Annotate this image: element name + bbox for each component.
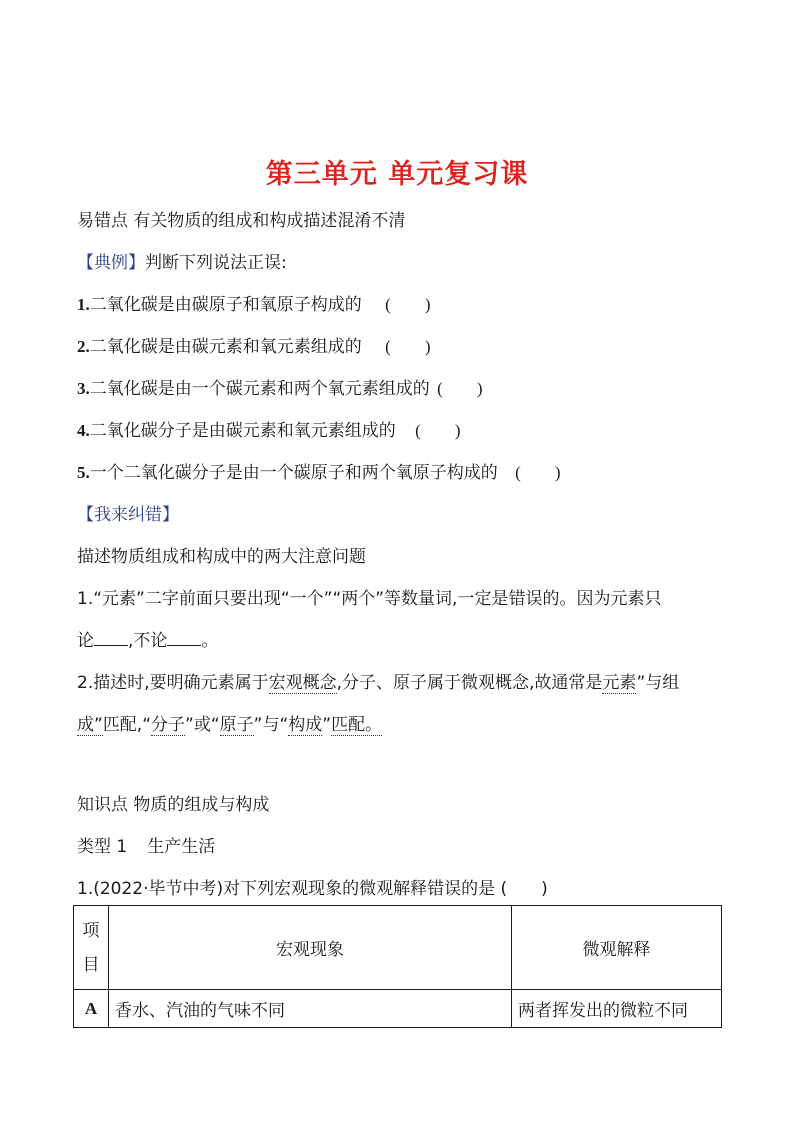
emphasis-text: 元素	[602, 673, 637, 693]
type-line	[77, 835, 215, 859]
item-number: 5.	[77, 463, 90, 482]
example-text: 判断下列说法正误:	[145, 253, 287, 273]
item-text: 二氧化碳是由碳原子和氧原子构成的	[89, 295, 362, 315]
item-text: 二氧化碳是由一个碳元素和两个氧元素组成的	[89, 379, 430, 399]
page-title: 第三单元 单元复习课	[265, 159, 529, 190]
note-text: ”或“	[185, 715, 220, 735]
note-text: ”与“	[253, 715, 289, 735]
correction-tag: 【我来纠错】	[77, 505, 179, 525]
example-line	[77, 251, 287, 275]
emphasis-text: 成”	[77, 715, 103, 735]
emphasis-text: 原子	[219, 715, 254, 735]
note-text: 。	[201, 631, 219, 651]
note-text: ,不论	[128, 631, 168, 651]
item-text: 二氧化碳分子是由碳元素和氧元素组成的	[89, 421, 396, 441]
note-text: ,分子、原子属于微观概念,故通常是	[336, 673, 603, 693]
example-tag: 【典例】	[77, 253, 145, 273]
table-cell: 两者挥发出的微粒不同	[512, 990, 722, 1028]
table-header-cell: 宏观现象	[109, 906, 512, 990]
type-text: 生产生活	[147, 837, 216, 857]
note-1-line-2	[77, 629, 218, 653]
note-text: 论	[77, 631, 94, 651]
item-number: 4.	[77, 421, 90, 440]
table-row	[74, 990, 722, 1028]
note-text: 匹配,“	[102, 715, 152, 735]
note-text: ”与组	[636, 673, 680, 693]
correction-heading: 描述物质组成和构成中的两大注意问题	[77, 547, 366, 567]
note-text: 2.描述时,要明确元素属于	[77, 673, 269, 693]
item-number: 1.	[77, 295, 90, 314]
question-1: 1.(2022·毕节中考)对下列宏观现象的微观解释错误的是 ( )	[77, 879, 548, 899]
emphasis-text: 宏观概念	[268, 673, 337, 693]
list-item	[77, 461, 560, 485]
answer-table	[73, 905, 722, 1028]
answer-bracket: ( )	[437, 379, 483, 398]
item-text: 一个二氧化碳分子是由一个碳原子和两个氧原子构成的	[89, 463, 498, 483]
note-text: ”	[322, 715, 332, 735]
list-item	[77, 419, 460, 443]
note-2-line-2	[77, 713, 382, 737]
type-label: 类型 1	[77, 837, 128, 857]
answer-bracket: ( )	[385, 337, 431, 356]
table-cell: 香水、汽油的气味不同	[109, 990, 512, 1028]
item-text: 二氧化碳是由碳元素和氧元素组成的	[89, 337, 362, 357]
emphasis-text: 构成	[288, 715, 323, 735]
section-heading-knowledge-point: 知识点 物质的组成与构成	[77, 795, 270, 815]
table-header-cell: 微观解释	[512, 906, 722, 990]
answer-bracket: ( )	[515, 463, 561, 482]
header-col1-line: 项	[82, 920, 100, 941]
table-cell: A	[74, 990, 109, 1028]
emphasis-text: 分子	[151, 715, 186, 735]
emphasis-text: 匹配。	[331, 715, 383, 735]
table-header-row	[74, 906, 722, 990]
table-header-cell	[74, 906, 109, 990]
item-number: 2.	[77, 337, 90, 356]
fill-blank	[94, 629, 128, 646]
header-col1-line: 目	[82, 954, 100, 975]
section-heading-error-point: 易错点 有关物质的组成和构成描述混淆不清	[77, 211, 406, 231]
item-number: 3.	[77, 379, 90, 398]
answer-bracket: ( )	[415, 421, 461, 440]
list-item	[77, 377, 482, 401]
fill-blank	[167, 629, 201, 646]
list-item	[77, 293, 430, 317]
note-2-line-1	[77, 671, 679, 695]
note-1-line-1: 1.“元素”二字前面只要出现“一个”“两个”等数量词,一定是错误的。因为元素只	[77, 589, 662, 609]
answer-bracket: ( )	[385, 295, 431, 314]
list-item	[77, 335, 430, 359]
